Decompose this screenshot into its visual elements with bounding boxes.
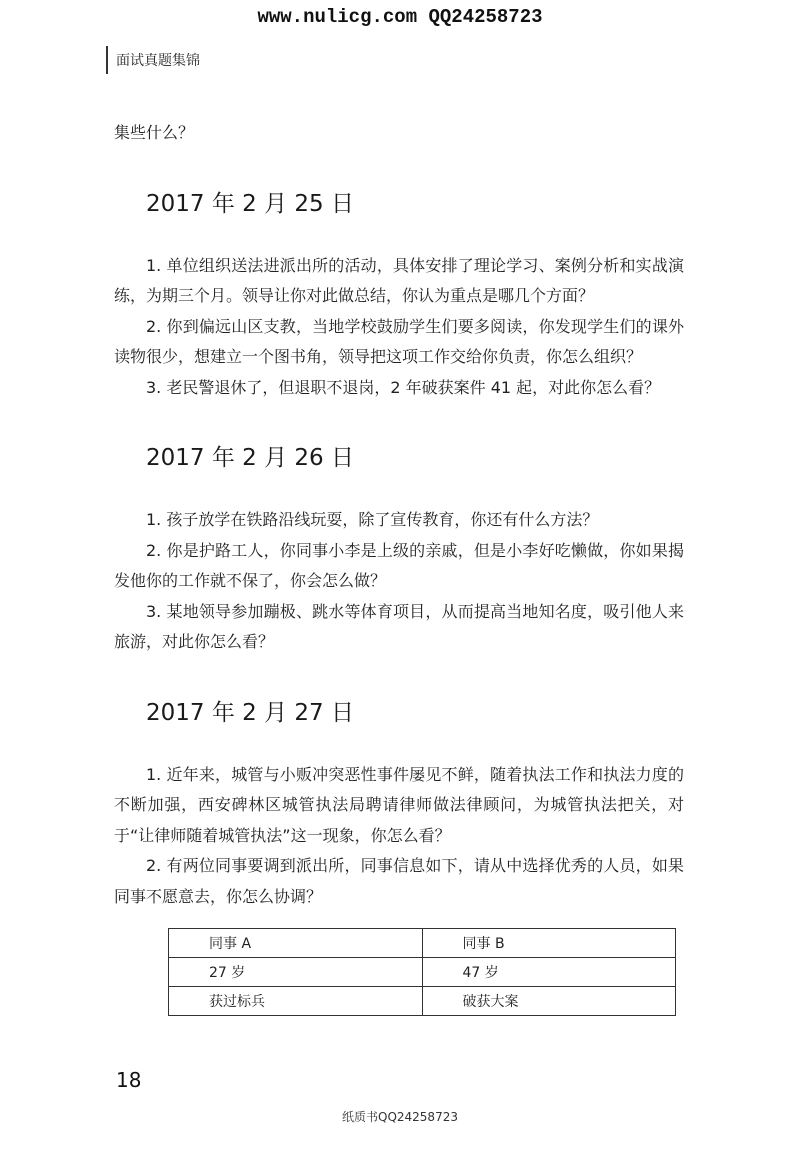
question-paragraph: 1. 孩子放学在铁路沿线玩耍，除了宣传教育，你还有什么方法？ (146, 510, 599, 529)
table-cell: 破获大案 (422, 987, 676, 1016)
footer-watermark: 纸质书QQ24258723 (342, 1110, 458, 1124)
table-row (169, 987, 676, 1016)
header-watermark: www.nulicg.com QQ24258723 (257, 6, 543, 28)
question-paragraph: 3. 某地领导参加蹦极、跳水等体育项目，从而提高当地知名度，吸引他人来旅游，对此你怎么看？ (114, 601, 684, 651)
intro-text: 集些什么？ (114, 123, 195, 142)
page-number: 18 (116, 1068, 142, 1092)
question-paragraph: 1. 单位组织送法进派出所的活动，具体安排了理论学习、案例分析和实战演练，为期三个月。领导让你对此做总结，你认为重点是哪几个方面？ (114, 255, 684, 305)
table-header-row (169, 929, 676, 958)
table-header-cell: 同事 A (169, 929, 423, 958)
question-paragraph: 2. 你是护路工人，你同事小李是上级的亲戚，但是小李好吃懒做，你如果揭发他你的工作就不保了，你会怎么做？ (114, 540, 684, 590)
colleague-table-wrapper (168, 928, 684, 1016)
question-paragraph: 1. 近年来，城管与小贩冲突恶性事件屡见不鲜，随着执法工作和执法力度的不断加强，西安碑林区城管执法局聘请律师做法律顾问，为城管执法把关，对于“让律师随着城管执法”这一现象，你怎么看？ (114, 764, 684, 845)
page-content (114, 118, 684, 1016)
table-header-cell: 同事 B (422, 929, 676, 958)
question-paragraph: 3. 老民警退休了，但退职不退岗，2 年破获案件 41 起，对此你怎么看？ (146, 377, 661, 397)
colleague-comparison-table (168, 928, 676, 1016)
section-2017-02-26 (114, 443, 684, 658)
section-date: 2017 年 2 月 26 日 (146, 445, 354, 471)
section-2017-02-25 (114, 189, 684, 404)
table-cell: 27 岁 (169, 958, 423, 987)
question-paragraph: 2. 有两位同事要调到派出所，同事信息如下，请从中选择优秀的人员，如果同事不愿意去，你怎么协调？ (114, 856, 684, 906)
book-title: 面试真题集锦 (116, 53, 200, 69)
section-date: 2017 年 2 月 25 日 (146, 190, 354, 217)
section-date: 2017 年 2 月 27 日 (146, 699, 354, 726)
table-row (169, 958, 676, 987)
header-divider-bar (106, 46, 108, 74)
table-cell: 47 岁 (422, 958, 676, 987)
section-2017-02-27 (114, 698, 684, 913)
question-paragraph: 2. 你到偏远山区支教，当地学校鼓励学生们要多阅读，你发现学生们的课外读物很少，想建立一个图书角，领导把这项工作交给你负责，你怎么组织？ (114, 316, 684, 366)
table-cell: 获过标兵 (169, 987, 423, 1016)
